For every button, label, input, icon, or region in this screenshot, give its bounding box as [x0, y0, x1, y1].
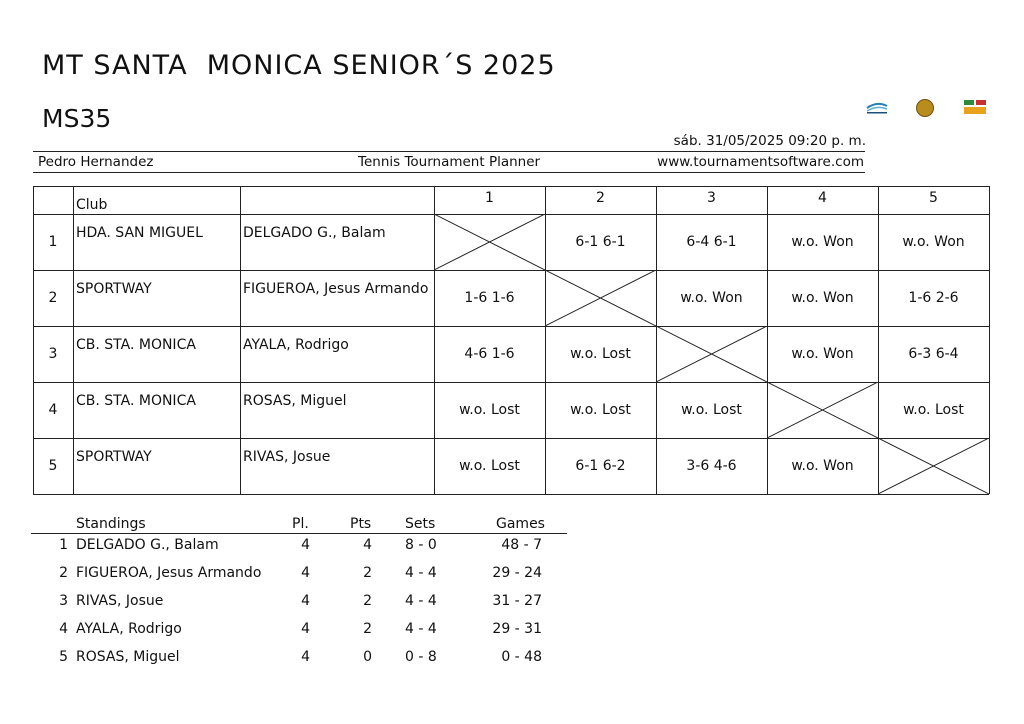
player-name: AYALA, Rodrigo: [243, 337, 349, 353]
self-match-cross: [434, 214, 545, 270]
grid-vline: [73, 186, 74, 494]
header-divider-top: [33, 151, 865, 152]
standings-played: 4: [301, 537, 310, 553]
self-match-cross: [545, 270, 656, 326]
standings-header-name: Standings: [76, 516, 146, 532]
match-result: 1-6 2-6: [908, 290, 959, 306]
sponsor-logos: [862, 99, 992, 119]
standings-header-played: Pl.: [292, 516, 309, 532]
self-match-cross: [656, 326, 767, 382]
club-name: CB. STA. MONICA: [76, 337, 196, 353]
match-result: 1-6 1-6: [464, 290, 515, 306]
header-divider-bottom: [33, 172, 865, 173]
sponsor-logo: [963, 99, 987, 115]
standings-row: [31, 565, 567, 585]
standings-sets: 4 - 4: [405, 565, 437, 581]
match-result: w.o. Lost: [903, 402, 964, 418]
match-result: w.o. Lost: [459, 458, 520, 474]
standings-sets: 4 - 4: [405, 593, 437, 609]
match-result: w.o. Won: [791, 346, 854, 362]
standings-sets: 4 - 4: [405, 621, 437, 637]
standings-points: 2: [363, 593, 372, 609]
match-result: 3-6 4-6: [686, 458, 737, 474]
standings-games: 0 - 48: [501, 649, 542, 665]
standings-player-name: ROSAS, Miguel: [76, 649, 180, 665]
row-number: 5: [48, 458, 58, 474]
standings-sets: 0 - 8: [405, 649, 437, 665]
grid-vline: [545, 186, 546, 494]
standings-points: 0: [363, 649, 372, 665]
website-link: www.tournamentsoftware.com: [657, 154, 864, 170]
software-name: Tennis Tournament Planner: [358, 154, 541, 170]
standings-points: 2: [363, 621, 372, 637]
column-number-header: 3: [707, 190, 716, 206]
standings-rank: 4: [59, 621, 68, 637]
match-result: w.o. Lost: [570, 346, 631, 362]
standings-games: 29 - 31: [492, 621, 542, 637]
club-name: CB. STA. MONICA: [76, 393, 196, 409]
standings-points: 2: [363, 565, 372, 581]
match-result: w.o. Won: [791, 458, 854, 474]
standings-player-name: FIGUEROA, Jesus Armando: [76, 565, 262, 581]
standings-row: [31, 649, 567, 669]
standings-games: 31 - 27: [492, 593, 542, 609]
grid-hline: [33, 186, 989, 187]
row-number: 1: [48, 234, 58, 250]
match-result: 6-1 6-1: [575, 234, 626, 250]
standings-games: 48 - 7: [501, 537, 542, 553]
grid-vline: [240, 186, 241, 494]
grid-hline: [33, 438, 989, 439]
grid-hline: [33, 494, 989, 495]
grid-vline: [989, 186, 990, 494]
column-number-header: 2: [596, 190, 605, 206]
match-result: w.o. Lost: [570, 402, 631, 418]
match-result: 6-1 6-2: [575, 458, 626, 474]
match-result: w.o. Won: [791, 234, 854, 250]
tennis-federation-logo: [865, 99, 889, 115]
standings-row: [31, 537, 567, 557]
row-number: 4: [48, 402, 58, 418]
standings-header-games: Games: [496, 516, 545, 532]
standings-rank: 5: [59, 649, 68, 665]
standings-header-sets: Sets: [405, 516, 436, 532]
grid-hline: [33, 270, 989, 271]
print-datetime: sáb. 31/05/2025 09:20 p. m.: [673, 133, 866, 149]
standings-rank: 1: [59, 537, 68, 553]
standings-player-name: RIVAS, Josue: [76, 593, 164, 609]
match-result: 4-6 1-6: [464, 346, 515, 362]
player-name: DELGADO G., Balam: [243, 225, 386, 241]
standings-played: 4: [301, 593, 310, 609]
standings-header-row: [31, 516, 567, 536]
club-column-header: Club: [76, 197, 108, 213]
club-name: SPORTWAY: [76, 449, 152, 465]
row-number: 3: [48, 346, 58, 362]
gold-seal-logo: [916, 99, 934, 117]
grid-hline: [33, 326, 989, 327]
standings-rank: 3: [59, 593, 68, 609]
column-number-header: 4: [818, 190, 827, 206]
column-number-header: 1: [485, 190, 494, 206]
grid-vline: [33, 186, 34, 494]
grid-vline: [767, 186, 768, 494]
player-name: ROSAS, Miguel: [243, 393, 347, 409]
match-result: w.o. Won: [680, 290, 743, 306]
standings-header-points: Pts: [350, 516, 372, 532]
row-number: 2: [48, 290, 58, 306]
standings-played: 4: [301, 565, 310, 581]
match-result: w.o. Won: [902, 234, 965, 250]
club-name: HDA. SAN MIGUEL: [76, 225, 203, 241]
player-name: FIGUEROA, Jesus Armando: [243, 281, 429, 297]
player-name: RIVAS, Josue: [243, 449, 331, 465]
match-result: w.o. Won: [791, 290, 854, 306]
standings-played: 4: [301, 649, 310, 665]
match-result: w.o. Lost: [459, 402, 520, 418]
standings-sets: 8 - 0: [405, 537, 437, 553]
standings-points: 4: [363, 537, 372, 553]
standings-rank: 2: [59, 565, 68, 581]
standings-player-name: DELGADO G., Balam: [76, 537, 219, 553]
standings-played: 4: [301, 621, 310, 637]
page-title: MT SANTA MONICA SENIOR´S 2025: [42, 50, 556, 81]
event-name: MS35: [42, 104, 112, 133]
match-result: 6-3 6-4: [908, 346, 959, 362]
standings-games: 29 - 24: [492, 565, 542, 581]
standings-row: [31, 621, 567, 641]
standings-row: [31, 593, 567, 613]
club-name: SPORTWAY: [76, 281, 152, 297]
match-result: 6-4 6-1: [686, 234, 737, 250]
match-result: w.o. Lost: [681, 402, 742, 418]
self-match-cross: [767, 382, 878, 438]
standings-player-name: AYALA, Rodrigo: [76, 621, 182, 637]
organizer-name: Pedro Hernandez: [38, 154, 154, 170]
column-number-header: 5: [929, 190, 938, 206]
self-match-cross: [878, 438, 989, 494]
